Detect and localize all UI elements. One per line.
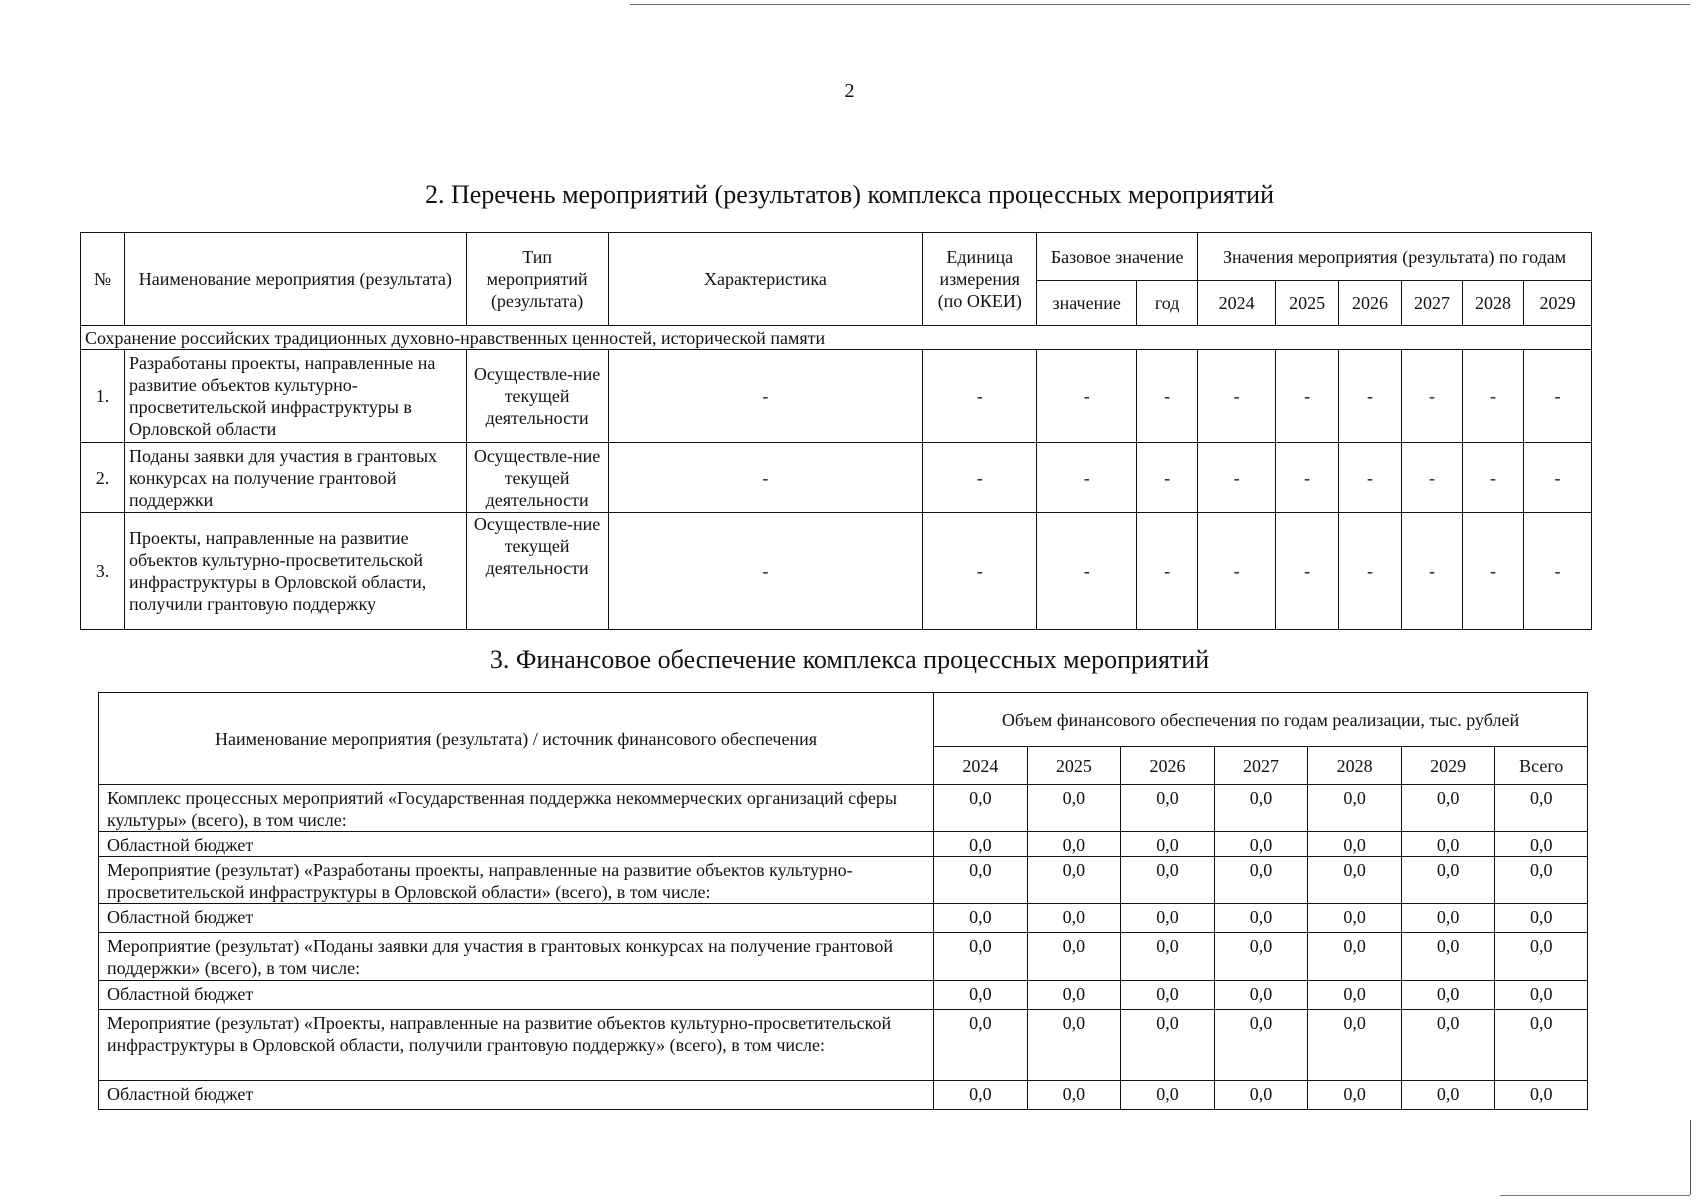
row-base-value: - (1037, 443, 1137, 513)
fin-cell: 0,0 (1308, 832, 1402, 857)
row-characteristic: - (608, 350, 923, 443)
scan-edge-top (630, 4, 1690, 5)
table-row (99, 904, 1588, 933)
header-characteristic: Характеристика (608, 233, 923, 326)
row-unit: - (923, 443, 1037, 513)
row-value: - (1339, 443, 1402, 513)
row-value: - (1462, 513, 1523, 630)
row-characteristic: - (608, 513, 923, 630)
row-value: - (1523, 350, 1591, 443)
fin-cell: 0,0 (1495, 1081, 1588, 1110)
fin-cell: 0,0 (1214, 1010, 1308, 1081)
fin-cell: 0,0 (1308, 981, 1402, 1010)
row-base-year: - (1137, 443, 1198, 513)
table-row (99, 785, 1588, 832)
fin-cell: 0,0 (1214, 857, 1308, 904)
row-type: Осуществле-ние текущей деятельности (466, 443, 608, 513)
fin-row-name: Областной бюджет (99, 1081, 934, 1110)
row-value: - (1276, 443, 1339, 513)
row-base-value: - (1037, 513, 1137, 630)
table-row (81, 443, 1592, 513)
fin-cell: 0,0 (1121, 1010, 1215, 1081)
fin-row-name: Областной бюджет (99, 904, 934, 933)
fin-cell: 0,0 (934, 1081, 1028, 1110)
row-num: 1. (81, 350, 125, 443)
row-value: - (1402, 350, 1463, 443)
fin-cell: 0,0 (1401, 832, 1495, 857)
fin-cell: 0,0 (1027, 1081, 1121, 1110)
table-row (99, 1010, 1588, 1081)
row-name: Разработаны проекты, направленные на развитие объектов культурно-просветительской инфраструктуры в Орловской области (124, 350, 466, 443)
scan-edge-bottom (1500, 1195, 1690, 1196)
fin-cell: 0,0 (1401, 857, 1495, 904)
table-row (99, 832, 1588, 857)
row-name: Поданы заявки для участия в грантовых конкурсах на получение грантовой поддержки (124, 443, 466, 513)
fin-cell: 0,0 (1308, 1010, 1402, 1081)
row-base-year: - (1137, 350, 1198, 443)
header-base-year: год (1137, 281, 1198, 326)
row-value: - (1339, 350, 1402, 443)
row-num: 2. (81, 443, 125, 513)
fin-cell: 0,0 (1027, 832, 1121, 857)
fin-cell: 0,0 (1214, 904, 1308, 933)
row-type: Осуществле-ние текущей деятельности (466, 350, 608, 443)
fin-cell: 0,0 (1308, 857, 1402, 904)
fin-cell: 0,0 (1495, 933, 1588, 981)
header-year: 2025 (1276, 281, 1339, 326)
scan-edge-right (1690, 1120, 1691, 1195)
table-row (81, 350, 1592, 443)
fin-cell: 0,0 (934, 981, 1028, 1010)
table-row (99, 1081, 1588, 1110)
fin-header-year: 2027 (1214, 747, 1308, 785)
fin-header-year: 2025 (1027, 747, 1121, 785)
fin-cell: 0,0 (1308, 785, 1402, 832)
table-row (99, 933, 1588, 981)
row-value: - (1198, 513, 1276, 630)
fin-cell: 0,0 (1401, 785, 1495, 832)
row-value: - (1198, 443, 1276, 513)
row-value: - (1276, 350, 1339, 443)
fin-row-name: Мероприятие (результат) «Проекты, направленные на развитие объектов культурно-просветительской инфраструктуры в Орловской области, получили грантовую поддержку» (всего), в том числе: (99, 1010, 934, 1081)
fin-cell: 0,0 (1214, 832, 1308, 857)
row-value: - (1402, 513, 1463, 630)
fin-cell: 0,0 (1401, 1081, 1495, 1110)
fin-cell: 0,0 (934, 857, 1028, 904)
fin-header-name: Наименование мероприятия (результата) / источник финансового обеспечения (99, 693, 934, 785)
row-value: - (1523, 443, 1591, 513)
row-base-value: - (1037, 350, 1137, 443)
fin-cell: 0,0 (1495, 785, 1588, 832)
fin-cell: 0,0 (1308, 933, 1402, 981)
fin-row-name: Комплекс процессных мероприятий «Государственная поддержка некоммерческих организаций сферы культуры» (всего), в том числе: (99, 785, 934, 832)
fin-row-name: Мероприятие (результат) «Разработаны проекты, направленные на развитие объектов культурно-просветительской инфраструктуры в Орловской области» (всего), в том числе: (99, 857, 934, 904)
fin-cell: 0,0 (1214, 981, 1308, 1010)
financing-table (98, 692, 1588, 1110)
fin-cell: 0,0 (1121, 1081, 1215, 1110)
fin-cell: 0,0 (1027, 981, 1121, 1010)
fin-cell: 0,0 (1495, 981, 1588, 1010)
fin-header-year: 2024 (934, 747, 1028, 785)
row-value: - (1462, 443, 1523, 513)
section-2-title: 2. Перечень мероприятий (результатов) комплекса процессных мероприятий (424, 180, 1275, 209)
fin-cell: 0,0 (1027, 857, 1121, 904)
row-value: - (1402, 443, 1463, 513)
fin-cell: 0,0 (1027, 1010, 1121, 1081)
fin-cell: 0,0 (1495, 832, 1588, 857)
fin-cell: 0,0 (1495, 1010, 1588, 1081)
row-type: Осуществле-ние текущей деятельности (466, 513, 608, 630)
fin-cell: 0,0 (1214, 785, 1308, 832)
activities-table (80, 232, 1592, 630)
fin-cell: 0,0 (1401, 933, 1495, 981)
fin-cell: 0,0 (1121, 904, 1215, 933)
fin-cell: 0,0 (1495, 904, 1588, 933)
header-year: 2024 (1198, 281, 1276, 326)
header-name: Наименование мероприятия (результата) (124, 233, 466, 326)
header-type: Тип мероприятий (результата) (466, 233, 608, 326)
fin-cell: 0,0 (1401, 1010, 1495, 1081)
fin-header-volume: Объем финансового обеспечения по годам реализации, тыс. рублей (934, 693, 1588, 747)
row-value: - (1276, 513, 1339, 630)
header-unit: Единица измерения (по ОКЕИ) (923, 233, 1037, 326)
fin-cell: 0,0 (1121, 832, 1215, 857)
fin-cell: 0,0 (1121, 857, 1215, 904)
row-unit: - (923, 513, 1037, 630)
header-year: 2026 (1339, 281, 1402, 326)
fin-cell: 0,0 (1308, 1081, 1402, 1110)
fin-header-year: 2029 (1401, 747, 1495, 785)
row-unit: - (923, 350, 1037, 443)
fin-cell: 0,0 (1308, 904, 1402, 933)
fin-cell: 0,0 (1027, 785, 1121, 832)
fin-row-name: Областной бюджет (99, 832, 934, 857)
fin-cell: 0,0 (1027, 933, 1121, 981)
row-name: Проекты, направленные на развитие объектов культурно-просветительской инфраструктуры в Орловской области, получили грантовую поддержку (124, 513, 466, 630)
fin-cell: 0,0 (934, 785, 1028, 832)
fin-cell: 0,0 (1121, 785, 1215, 832)
table-row (99, 857, 1588, 904)
header-base-value: значение (1037, 281, 1137, 326)
fin-cell: 0,0 (1401, 904, 1495, 933)
fin-cell: 0,0 (1214, 1081, 1308, 1110)
header-year: 2029 (1523, 281, 1591, 326)
fin-cell: 0,0 (1495, 857, 1588, 904)
fin-cell: 0,0 (1121, 933, 1215, 981)
fin-cell: 0,0 (934, 832, 1028, 857)
fin-cell: 0,0 (1121, 981, 1215, 1010)
row-value: - (1523, 513, 1591, 630)
table-row (81, 513, 1592, 630)
table-row (99, 981, 1588, 1010)
fin-cell: 0,0 (934, 1010, 1028, 1081)
fin-cell: 0,0 (1401, 981, 1495, 1010)
fin-row-name: Мероприятие (результат) «Поданы заявки для участия в грантовых конкурсах на получение грантовой поддержки» (всего), в том числе: (99, 933, 934, 981)
page-number: 2 (844, 80, 855, 102)
row-base-year: - (1137, 513, 1198, 630)
fin-header-total: Всего (1495, 747, 1588, 785)
header-num: № (81, 233, 125, 326)
section-3-title: 3. Финансовое обеспечение комплекса процессных мероприятий (489, 645, 1210, 674)
header-base: Базовое значение (1037, 233, 1198, 281)
fin-cell: 0,0 (934, 933, 1028, 981)
fin-header-year: 2026 (1121, 747, 1215, 785)
fin-cell: 0,0 (934, 904, 1028, 933)
fin-row-name: Областной бюджет (99, 981, 934, 1010)
row-value: - (1339, 513, 1402, 630)
row-value: - (1198, 350, 1276, 443)
row-value: - (1462, 350, 1523, 443)
fin-cell: 0,0 (1214, 933, 1308, 981)
group-title-row: Сохранение российских традиционных духовно-нравственных ценностей, исторической памяти (81, 326, 1592, 350)
fin-cell: 0,0 (1027, 904, 1121, 933)
header-year: 2028 (1462, 281, 1523, 326)
header-values-by-year: Значения мероприятия (результата) по годам (1198, 233, 1592, 281)
header-year: 2027 (1402, 281, 1463, 326)
row-num: 3. (81, 513, 125, 630)
fin-header-year: 2028 (1308, 747, 1402, 785)
row-characteristic: - (608, 443, 923, 513)
